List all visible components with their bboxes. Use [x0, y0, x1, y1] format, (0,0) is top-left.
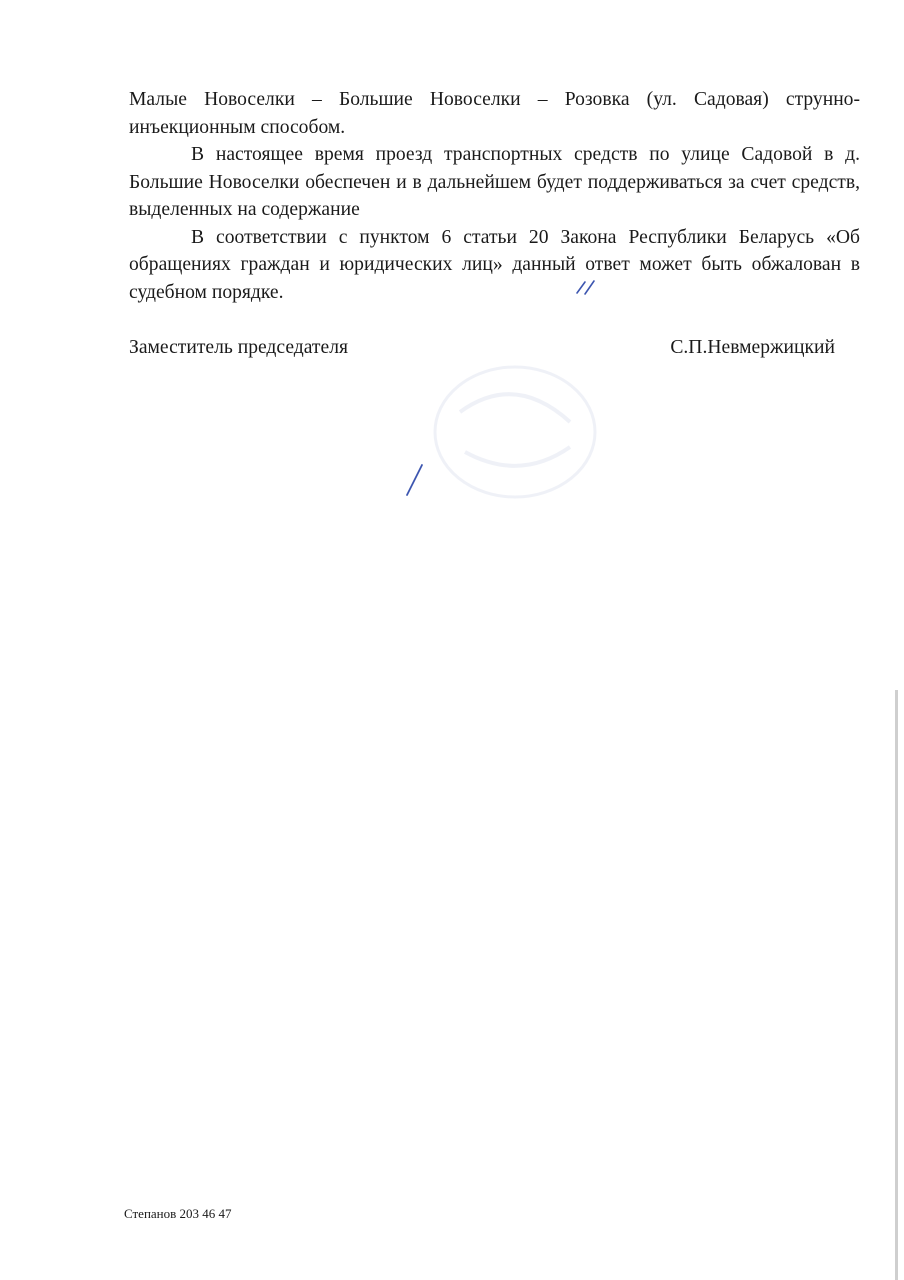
faint-stamp-impression [420, 352, 610, 512]
signatory-title: Заместитель председателя [129, 337, 348, 358]
scan-edge-shadow [895, 690, 898, 1280]
signatory-name: С.П.Невмержицкий [670, 337, 835, 358]
pen-tick-mark [574, 278, 600, 296]
letter-body [129, 86, 860, 306]
paragraph-road-access: В настоящее время проезд транспортных средств по улице Садовой в д. Большие Новоселки обеспечен и в дальнейшем будет поддерживаться за счет средств, выделенных на содержание [129, 144, 860, 220]
executor-footer: Степанов 203 46 47 [124, 1206, 232, 1221]
paragraph-appeal-rights: В соответствии с пунктом 6 статьи 20 Закона Республики Беларусь «Об обращениях граждан и юридических лиц» данный ответ может быть обжалован в судебном порядке. [129, 226, 860, 303]
signature-stroke [402, 462, 426, 498]
paragraph-road-section: Малые Новоселки – Большие Новоселки – Розовка (ул. Садовая) струнно-инъекционным способом. [129, 89, 860, 138]
